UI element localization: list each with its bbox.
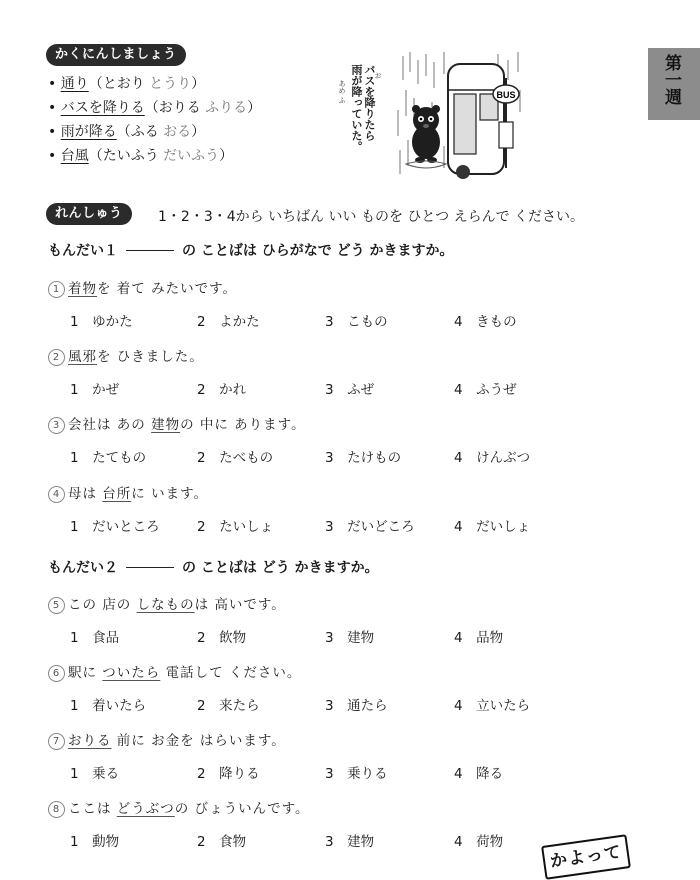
- option[interactable]: 1 着いたら: [70, 698, 147, 714]
- renshuu-badge: [46, 203, 132, 225]
- option[interactable]: 4 立いたら: [454, 698, 531, 714]
- blank-line: [126, 567, 174, 568]
- option[interactable]: 3 ふぜ: [325, 382, 375, 398]
- option[interactable]: 1 乗る: [70, 766, 120, 782]
- option[interactable]: 3 乗りる: [325, 766, 388, 782]
- question-5: 5 この 店の しなものは 高いです。: [48, 593, 286, 615]
- question-1: 1 着物を 着て みたいです。: [48, 277, 237, 299]
- kakunin-title: かくにんしましょう: [55, 47, 177, 62]
- question-3-options: [0, 446, 700, 466]
- question-3: 3 会社は あの 建物の 中に あります。: [48, 413, 306, 435]
- option[interactable]: 3 たけもの: [325, 450, 402, 466]
- option[interactable]: 2 よかた: [197, 314, 260, 330]
- kakunin-list: [48, 72, 261, 168]
- kayotte-stamp: [539, 834, 633, 872]
- option[interactable]: 3 通たら: [325, 698, 388, 714]
- option[interactable]: 1 動物: [70, 834, 120, 850]
- option[interactable]: 4 品物: [454, 630, 504, 646]
- blank-line: [126, 250, 174, 251]
- option[interactable]: 1 だいところ: [70, 519, 160, 535]
- renshuu-title: れんしゅう: [55, 206, 123, 221]
- crossed-out-reading: ふりる: [205, 100, 248, 116]
- option[interactable]: 3 建物: [325, 834, 375, 850]
- kakunin-item: • バスを降りる（おりる ふりる）: [48, 100, 262, 116]
- kakunin-badge: [46, 44, 186, 66]
- option[interactable]: 2 飲物: [197, 630, 247, 646]
- bus-sign-text: BUS: [496, 90, 516, 100]
- option[interactable]: 2 食物: [197, 834, 247, 850]
- kakunin-item: • 雨が降る（ふる おる）: [48, 124, 206, 140]
- question-4: 4 母は 台所に います。: [48, 482, 208, 504]
- option[interactable]: 2 たべもの: [197, 450, 274, 466]
- question-6: 6 駅に ついたら 電話して ください。: [48, 661, 301, 683]
- option[interactable]: 3 こもの: [325, 314, 388, 330]
- option[interactable]: 3 建物: [325, 630, 375, 646]
- stamp-label: かよって: [541, 834, 631, 880]
- question-4-options: [0, 515, 700, 535]
- week-tab-label: 第一週: [661, 54, 681, 105]
- question-1-options: [0, 310, 700, 330]
- illustration-caption: バスを降りたら 雨が降っていた。: [350, 64, 376, 152]
- option[interactable]: 1 かぜ: [70, 382, 120, 398]
- kakunin-item: • 通り（とおり とうり）: [48, 76, 206, 92]
- option[interactable]: 4 だいしょ: [454, 519, 531, 535]
- question-5-options: [0, 626, 700, 646]
- mondai2-heading: もんだい２ の ことばは どう かきますか。: [48, 560, 379, 576]
- question-6-options: [0, 694, 700, 714]
- crossed-out-reading: だいふう: [163, 148, 220, 164]
- option[interactable]: 1 食品: [70, 630, 120, 646]
- rain-bus-illustration: [338, 50, 528, 190]
- option[interactable]: 1 ゆかた: [70, 314, 133, 330]
- option[interactable]: 1 たてもの: [70, 450, 147, 466]
- option[interactable]: 4 降る: [454, 766, 504, 782]
- option[interactable]: 2 たいしょ: [197, 519, 274, 535]
- crossed-out-reading: とうり: [149, 76, 192, 92]
- bear-character: [412, 105, 440, 163]
- option[interactable]: 2 降りる: [197, 766, 260, 782]
- option[interactable]: 2 かれ: [197, 382, 247, 398]
- crossed-out-reading: おる: [163, 124, 192, 140]
- option[interactable]: 4 荷物: [454, 834, 504, 850]
- option[interactable]: 4 きもの: [454, 314, 517, 330]
- question-2-options: [0, 378, 700, 398]
- question-7: 7 おりる 前に お金を はらいます。: [48, 729, 286, 751]
- option[interactable]: 4 けんぶつ: [454, 450, 531, 466]
- week-tab: [648, 48, 700, 120]
- question-2: 2 風邪を ひきました。: [48, 345, 204, 367]
- option[interactable]: 4 ふうぜ: [454, 382, 517, 398]
- option[interactable]: 2 来たら: [197, 698, 260, 714]
- renshuu-instruction: 1・2・3・4から いちばん いい ものを ひとつ えらんで ください。: [158, 209, 585, 225]
- kakunin-item: • 台風（たいふう だいふう）: [48, 148, 234, 164]
- mondai1-heading: もんだい１ の ことばは ひらがなで どう かきますか。: [48, 243, 454, 259]
- caption-furigana-2: あめ ふ: [338, 80, 346, 104]
- question-7-options: [0, 762, 700, 782]
- option[interactable]: 3 だいどころ: [325, 519, 415, 535]
- question-8: 8 ここは どうぶつの びょういんです。: [48, 797, 310, 819]
- caption-furigana-1: お: [374, 72, 382, 79]
